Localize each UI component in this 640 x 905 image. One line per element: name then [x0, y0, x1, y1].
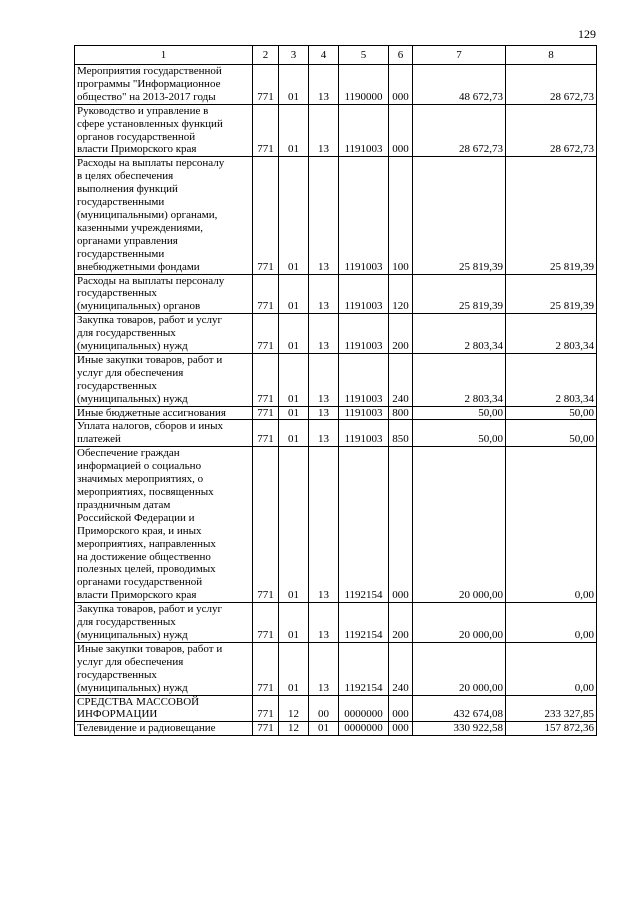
item-name-cell: Руководство и управление в сфере установленных функций органов государственной власти Приморского края: [75, 104, 253, 157]
target-article-cell: 1192154: [339, 603, 389, 643]
section-cell: 01: [279, 157, 309, 274]
table-body: [75, 65, 597, 736]
header-cell: 4: [309, 46, 339, 65]
item-name-cell: Иные бюджетные ассигнования: [75, 406, 253, 420]
target-article-cell: 1191003: [339, 104, 389, 157]
expense-type-cell: 800: [389, 406, 413, 420]
amount-col8-cell: 0,00: [506, 447, 597, 603]
ved-cell: 771: [253, 104, 279, 157]
table-row: [75, 603, 597, 643]
target-article-cell: 1191003: [339, 314, 389, 354]
table-row: [75, 65, 597, 105]
subsection-cell: 13: [309, 642, 339, 695]
section-cell: 01: [279, 65, 309, 105]
ved-cell: 771: [253, 722, 279, 736]
ved-cell: 771: [253, 406, 279, 420]
amount-col7-cell: 28 672,73: [413, 104, 506, 157]
table-row: [75, 406, 597, 420]
expense-type-cell: 200: [389, 314, 413, 354]
amount-col8-cell: 50,00: [506, 406, 597, 420]
section-cell: 01: [279, 274, 309, 314]
section-cell: 01: [279, 353, 309, 406]
amount-col8-cell: 50,00: [506, 420, 597, 447]
target-article-cell: 1191003: [339, 420, 389, 447]
item-name-cell: Иные закупки товаров, работ и услуг для обеспечения государственных (муниципальных) нужд: [75, 642, 253, 695]
amount-col7-cell: 48 672,73: [413, 65, 506, 105]
subsection-cell: 13: [309, 420, 339, 447]
expense-type-cell: 000: [389, 65, 413, 105]
header-cell: 2: [253, 46, 279, 65]
section-cell: 01: [279, 104, 309, 157]
item-name-cell: Уплата налогов, сборов и иных платежей: [75, 420, 253, 447]
subsection-cell: 13: [309, 314, 339, 354]
expense-type-cell: 000: [389, 695, 413, 722]
section-cell: 01: [279, 603, 309, 643]
section-cell: 01: [279, 420, 309, 447]
subsection-cell: 13: [309, 406, 339, 420]
table-row: [75, 353, 597, 406]
amount-col7-cell: 20 000,00: [413, 447, 506, 603]
item-name-cell: Мероприятия государственной программы "Информационное общество" на 2013-2017 годы: [75, 65, 253, 105]
amount-col7-cell: 20 000,00: [413, 642, 506, 695]
section-cell: 01: [279, 406, 309, 420]
amount-col8-cell: 25 819,39: [506, 274, 597, 314]
amount-col7-cell: 50,00: [413, 420, 506, 447]
target-article-cell: 1192154: [339, 642, 389, 695]
ved-cell: 771: [253, 603, 279, 643]
table-row: [75, 274, 597, 314]
item-name-cell: Обеспечение граждан информацией о социально значимых мероприятиях, о мероприятиях, посвященных праздничным датам Российской Федерации и Приморского края, и иных мероприятиях, направленных на достижение общественно полезных целей, проводимых органами государственной власти Приморского края: [75, 447, 253, 603]
expense-type-cell: 100: [389, 157, 413, 274]
header-row: [75, 46, 597, 65]
table-row: [75, 447, 597, 603]
section-cell: 12: [279, 722, 309, 736]
header-cell: 1: [75, 46, 253, 65]
amount-col8-cell: 233 327,85: [506, 695, 597, 722]
header-cell: 3: [279, 46, 309, 65]
ved-cell: 771: [253, 274, 279, 314]
expense-type-cell: 120: [389, 274, 413, 314]
subsection-cell: 13: [309, 603, 339, 643]
amount-col8-cell: 28 672,73: [506, 104, 597, 157]
amount-col8-cell: 0,00: [506, 642, 597, 695]
amount-col7-cell: 2 803,34: [413, 314, 506, 354]
subsection-cell: 01: [309, 722, 339, 736]
subsection-cell: 13: [309, 65, 339, 105]
header-cell: 6: [389, 46, 413, 65]
table-row: [75, 104, 597, 157]
subsection-cell: 00: [309, 695, 339, 722]
item-name-cell: Расходы на выплаты персоналу государственных (муниципальных) органов: [75, 274, 253, 314]
expense-type-cell: 200: [389, 603, 413, 643]
section-cell: 01: [279, 447, 309, 603]
header-cell: 8: [506, 46, 597, 65]
amount-col8-cell: 0,00: [506, 603, 597, 643]
ved-cell: 771: [253, 157, 279, 274]
header-cell: 7: [413, 46, 506, 65]
target-article-cell: 1191003: [339, 406, 389, 420]
expense-type-cell: 000: [389, 447, 413, 603]
ved-cell: 771: [253, 695, 279, 722]
item-name-cell: Закупка товаров, работ и услуг для государственных (муниципальных) нужд: [75, 314, 253, 354]
target-article-cell: 1192154: [339, 447, 389, 603]
ved-cell: 771: [253, 642, 279, 695]
subsection-cell: 13: [309, 353, 339, 406]
target-article-cell: 0000000: [339, 695, 389, 722]
table-row: [75, 722, 597, 736]
amount-col8-cell: 2 803,34: [506, 314, 597, 354]
table-row: [75, 642, 597, 695]
subsection-cell: 13: [309, 157, 339, 274]
subsection-cell: 13: [309, 104, 339, 157]
target-article-cell: 1191003: [339, 274, 389, 314]
table-row: [75, 314, 597, 354]
table-row: [75, 420, 597, 447]
target-article-cell: 0000000: [339, 722, 389, 736]
amount-col7-cell: 50,00: [413, 406, 506, 420]
budget-table: [74, 45, 597, 736]
table-row: [75, 157, 597, 274]
amount-col7-cell: 2 803,34: [413, 353, 506, 406]
header-cell: 5: [339, 46, 389, 65]
amount-col8-cell: 25 819,39: [506, 157, 597, 274]
amount-col8-cell: 2 803,34: [506, 353, 597, 406]
ved-cell: 771: [253, 314, 279, 354]
target-article-cell: 1191003: [339, 157, 389, 274]
table-row: [75, 695, 597, 722]
subsection-cell: 13: [309, 274, 339, 314]
amount-col8-cell: 157 872,36: [506, 722, 597, 736]
expense-type-cell: 240: [389, 642, 413, 695]
item-name-cell: СРЕДСТВА МАССОВОЙ ИНФОРМАЦИИ: [75, 695, 253, 722]
ved-cell: 771: [253, 420, 279, 447]
section-cell: 01: [279, 314, 309, 354]
target-article-cell: 1191003: [339, 353, 389, 406]
target-article-cell: 1190000: [339, 65, 389, 105]
ved-cell: 771: [253, 353, 279, 406]
expense-type-cell: 000: [389, 722, 413, 736]
expense-type-cell: 850: [389, 420, 413, 447]
item-name-cell: Телевидение и радиовещание: [75, 722, 253, 736]
amount-col7-cell: 432 674,08: [413, 695, 506, 722]
amount-col7-cell: 20 000,00: [413, 603, 506, 643]
ved-cell: 771: [253, 65, 279, 105]
section-cell: 12: [279, 695, 309, 722]
subsection-cell: 13: [309, 447, 339, 603]
amount-col7-cell: 25 819,39: [413, 157, 506, 274]
amount-col7-cell: 25 819,39: [413, 274, 506, 314]
amount-col8-cell: 28 672,73: [506, 65, 597, 105]
expense-type-cell: 240: [389, 353, 413, 406]
item-name-cell: Иные закупки товаров, работ и услуг для обеспечения государственных (муниципальных) нужд: [75, 353, 253, 406]
amount-col7-cell: 330 922,58: [413, 722, 506, 736]
page-number: 129: [578, 27, 596, 41]
section-cell: 01: [279, 642, 309, 695]
ved-cell: 771: [253, 447, 279, 603]
item-name-cell: Закупка товаров, работ и услуг для государственных (муниципальных) нужд: [75, 603, 253, 643]
expense-type-cell: 000: [389, 104, 413, 157]
item-name-cell: Расходы на выплаты персоналу в целях обеспечения выполнения функций государственными (муниципальными) органами, казенными учреждениями, органами управления государственными внебюджетными фондами: [75, 157, 253, 274]
